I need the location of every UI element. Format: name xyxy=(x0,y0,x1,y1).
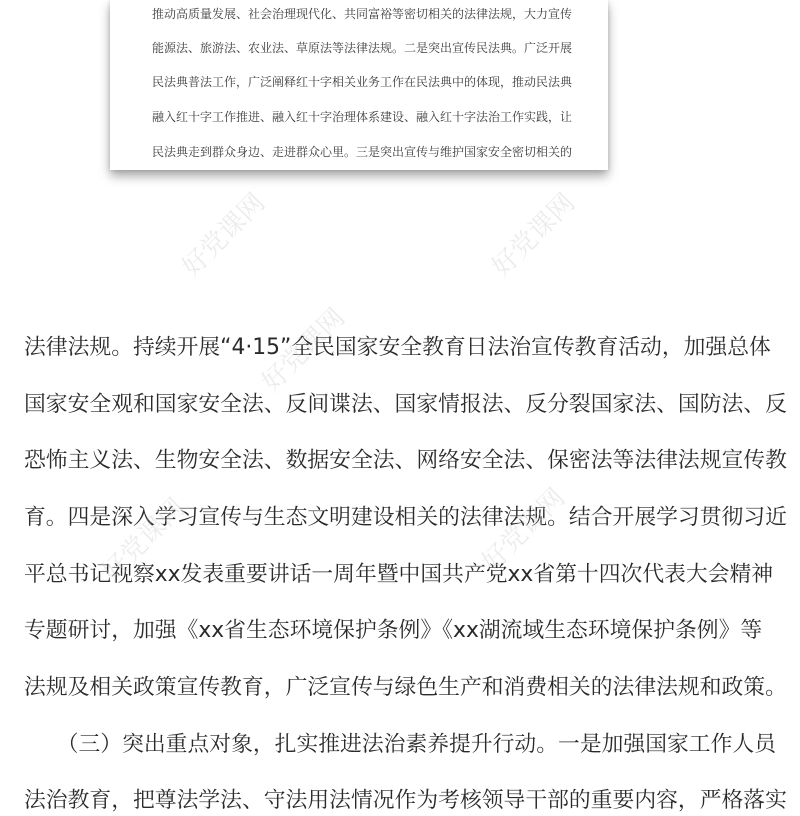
body-text-line: 法规及相关政策宣传教育，广泛宣传与绿色生产和消费相关的法律法规和政策。 xyxy=(24,675,787,700)
body-text-line: （三）突出重点对象，扎实推进法治素养提升行动。一是加强国家工作人员 xyxy=(24,732,776,757)
watermark: 好党课网 xyxy=(486,187,582,283)
watermark: 好党课网 xyxy=(256,302,352,398)
body-text-line: 国家安全观和国家安全法、反间谍法、国家情报法、反分裂国家法、国防法、反 xyxy=(24,392,787,417)
card-text-line: 能源法、旅游法、农业法、草原法等法律法规。二是突出宣传民法典。广泛开展 xyxy=(152,41,573,55)
body-text-line: 专题研讨，加强《xx省生态环境保护条例》《xx湖流域生态环境保护条例》等 xyxy=(24,618,763,643)
watermark: 好党课网 xyxy=(176,187,272,283)
body-text-line: 平总书记视察xx发表重要讲话一周年暨中国共产党xx省第十四次代表大会精神 xyxy=(24,562,774,587)
card-text-line: 民法典走到群众身边、走进群众心里。三是突出宣传与维护国家安全密切相关的 xyxy=(152,145,573,159)
watermark: 好党课网 xyxy=(476,482,572,578)
card-text-line: 民法典普法工作，广泛阐释红十字相关业务工作在民法典中的体现，推动民法典 xyxy=(152,75,573,89)
body-text-line: 恐怖主义法、生物安全法、数据安全法、网络安全法、保密法等法律法规宣传教 xyxy=(24,448,787,473)
body-text-line: 法律法规。持续开展“4·15”全民国家安全教育日法治宣传教育活动，加强总体 xyxy=(24,335,771,360)
body-text-line: 法治教育，把尊法学法、守法用法情况作为考核领导干部的重要内容，严格落实 xyxy=(24,788,787,813)
body-text-line: 育。四是深入学习宣传与生态文明建设相关的法律法规。结合开展学习贯彻习近 xyxy=(24,505,787,530)
embedded-document-card xyxy=(110,0,608,170)
card-text-line: 融入红十字工作推进、融入红十字治理体系建设、融入红十字法治工作实践，让 xyxy=(152,110,573,124)
watermark: 好党课网 xyxy=(96,492,192,588)
card-text-line: 推动高质量发展、社会治理现代化、共同富裕等密切相关的法律法规，大力宣传 xyxy=(152,7,573,21)
